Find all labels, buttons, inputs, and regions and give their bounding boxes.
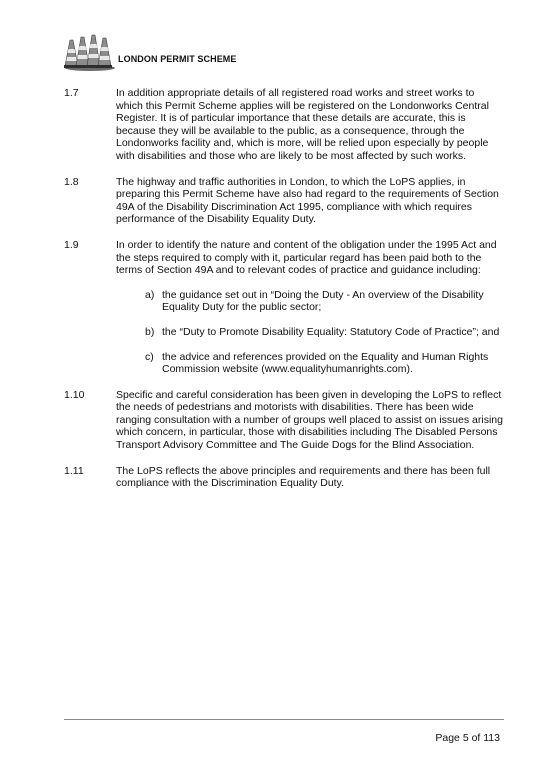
page-number: Page 5 of 113 <box>435 732 500 744</box>
paragraph-text: The highway and traffic authorities in London, to which the LoPS applies, in preparing this Permit Scheme have also had regard to the requirements of Section 49A of the Disability Discrimination Act 1995, compliance with which requires performance of the Disability Equality Duty. <box>116 175 499 226</box>
list-item-b <box>64 326 504 339</box>
list-item-text: the “Duty to Promote Disability Equality: Statutory Code of Practice”; and <box>162 325 500 338</box>
paragraph-1-11 <box>64 465 504 490</box>
paragraph-1-9 <box>64 239 504 277</box>
paragraph-number: 1.10 <box>64 388 85 401</box>
list-item-a <box>64 289 504 314</box>
paragraph-number: 1.11 <box>64 464 84 477</box>
paragraph-text: In addition appropriate details of all registered road works and street works to which this Permit Scheme applies will be registered on the Londonworks Central Register. It is of particular importance that these details are accurate, this is because they will be available to the public, as a consequence, through the Londonworks facility and, which is more, will be relied upon especially by people with disabilities and those who are likely to be most affected by such works. <box>116 87 489 162</box>
paragraph-number: 1.8 <box>64 175 79 188</box>
paragraph-text: The LoPS reflects the above principles and requirements and there has been full compliance with the Discrimination Equality Duty. <box>116 464 491 490</box>
list-item-text: the guidance set out in “Doing the Duty - An overview of the Disability Equality Duty for the public sector; <box>162 288 484 314</box>
list-item-c <box>64 351 504 376</box>
list-item-letter: a) <box>145 288 155 301</box>
paragraph-1-10 <box>64 389 504 452</box>
footer-divider <box>64 719 504 720</box>
traffic-cones-icon <box>64 30 116 72</box>
paragraph-text: Specific and careful consideration has been given in developing the LoPS to reflect the needs of pedestrians and motorists with disabilities. There has been wide ranging consultation with a number of groups well placed to assist on issues arising which concern, in particular, those with disabilities including The Disabled Persons Transport Advisory Committee and The Guide Dogs for the Blind Association. <box>116 388 503 452</box>
paragraph-number: 1.9 <box>64 238 79 251</box>
list-item-text: the advice and references provided on the Equality and Human Rights Commission website (www.equalityhumanrights.com). <box>162 350 489 376</box>
list-item-letter: c) <box>145 350 154 363</box>
list-item-letter: b) <box>145 325 155 338</box>
header-title: LONDON PERMIT SCHEME <box>118 54 237 64</box>
paragraph-1-7 <box>64 87 504 163</box>
paragraph-1-8 <box>64 176 504 226</box>
paragraph-text: In order to identify the nature and content of the obligation under the 1995 Act and the steps required to comply with it, particular regard has been paid both to the terms of Section 49A and to relevant codes of practice and guidance including: <box>116 238 497 277</box>
document-body <box>64 87 504 503</box>
paragraph-number: 1.7 <box>64 87 79 99</box>
